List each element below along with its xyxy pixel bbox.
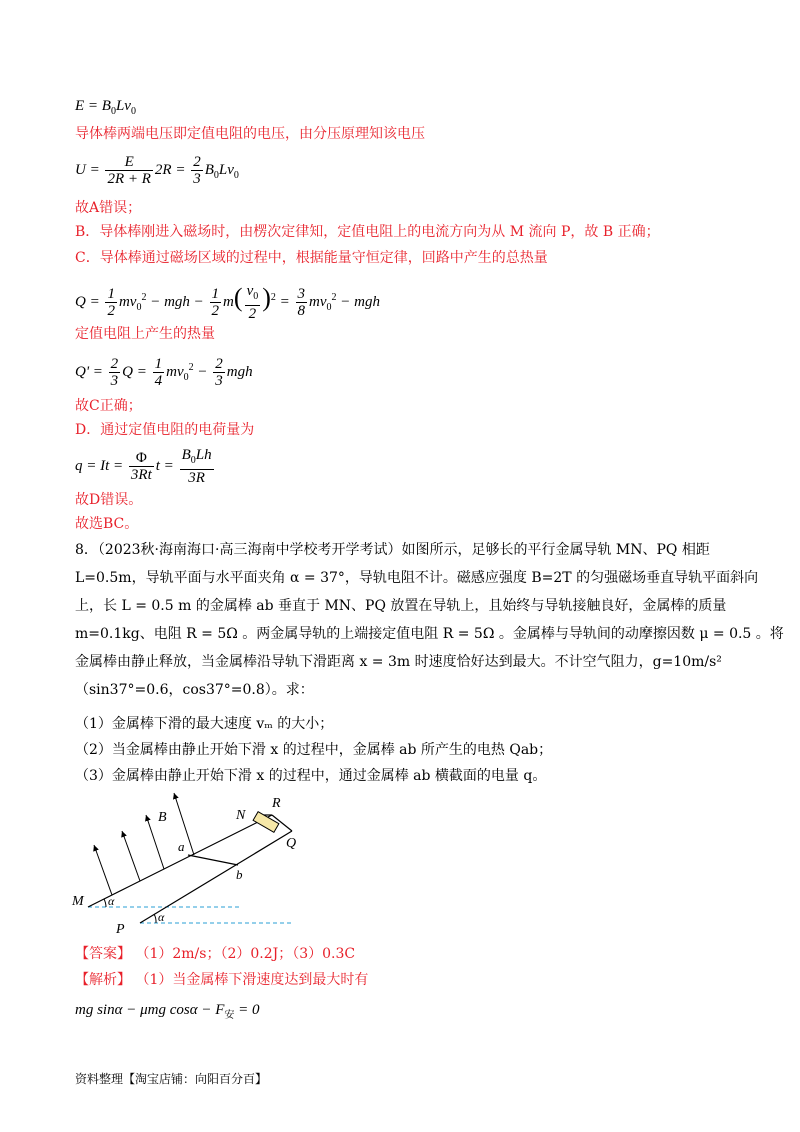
- rail-mn: [88, 815, 272, 907]
- resistor-heat-text: 定值电阻上产生的热量: [75, 326, 215, 342]
- option-d-text: D．通过定值电阻的电荷量为: [75, 422, 255, 438]
- option-a-verdict: 故A错误；: [75, 200, 142, 216]
- label-alpha-p: α: [158, 910, 165, 924]
- question-3: （3）金属棒由静止开始下滑 x 的过程中，通过金属棒 ab 横截面的电量 q。: [75, 768, 547, 784]
- footer-credit: 资料整理【淘宝店铺：向阳百分百】: [75, 1072, 268, 1086]
- equation-force-balance: mg sinα − μmg $\cos\alpha - F_安 = 0$: [75, 1002, 260, 1021]
- label-p: P: [116, 922, 125, 935]
- equation-resistor-heat: Q' = $\frac{2}{3}$ Q = $\frac{1}{4}$ $mv_0^2$ − $\frac{2}{3}$ mgh: [75, 356, 253, 390]
- equation-voltage: U = $\frac{E}{2R + R}$ 2R = $\frac{2}{3}$ $B_0Lv_0$: [75, 154, 239, 188]
- equation-total-heat: Q = $\frac{1}{2}$ $mv_0^2$ − mgh − $\frac{1}{2}$ m( $\frac{v_0}{2}$ )$^2$ = $\frac{3}{8}$ $mv_0^2$ − mgh: [75, 283, 380, 323]
- field-arrow-2: [122, 831, 140, 881]
- label-alpha-m: α: [108, 894, 115, 908]
- option-c-text: C．导体棒通过磁场区域的过程中，根据能量守恒定律，回路中产生的总热量: [75, 250, 548, 266]
- problem-source: （2023秋·海南海口·高三海南中学校考开学考试）: [97, 542, 402, 558]
- analysis-line: [75, 970, 368, 990]
- problem-8-line4: m=0.1kg、电阻 R = 5Ω 。两金属导轨的上端接定值电阻 R = 5Ω 。金属棒与导轨间的动摩擦因数 μ = 0.5 。将: [75, 626, 784, 642]
- field-arrow-1: [94, 845, 112, 895]
- answer-text: （1）2m/s；（2）0.2J；（3）0.3C: [135, 946, 356, 962]
- problem-8-line2: L=0.5m，导轨平面与水平面夹角 α = 37°，导轨电阻不计。磁感应强度 B=2T 的匀强磁场垂直导轨平面斜向: [75, 570, 759, 586]
- rail-diagram: [60, 785, 320, 935]
- option-b-text: B．导体棒刚进入磁场时，由楞次定律知，定值电阻上的电流方向为从 M 流向 P，故 B 正确；: [75, 224, 660, 240]
- analysis-tag: 【解析】: [75, 972, 131, 988]
- label-n: N: [236, 808, 246, 823]
- problem-8-line3: 上，长 L = 0.5 m 的金属棒 ab 垂直于 MN、PQ 放置在导轨上，且始终与导轨接触良好，金属棒的质量: [75, 598, 727, 614]
- label-m: M: [72, 894, 84, 909]
- label-r: R: [272, 796, 281, 811]
- label-b: b: [236, 867, 243, 882]
- equation-charge: q = It = $\frac{\Phi}{3Rt}$ t = $\frac{B_0Lh}{3R}$: [75, 447, 212, 487]
- option-c-verdict: 故C正确；: [75, 398, 142, 414]
- label-q: Q: [286, 836, 297, 851]
- option-d-verdict: 故D错误。: [75, 492, 143, 508]
- angle-arc-m: [104, 899, 106, 907]
- question-2: （2）当金属棒由静止开始下滑 x 的过程中，金属棒 ab 所产生的电热 Qab；: [75, 742, 553, 758]
- answer-tag: 【答案】: [75, 946, 131, 962]
- voltage-explanation: 导体棒两端电压即定值电阻的电压，由分压原理知该电压: [75, 126, 425, 142]
- problem-8-line5: 金属棒由静止释放，当金属棒沿导轨下滑距离 x = 3m 时速度恰好达到最大。不计空气阻力，g=10m/s²: [75, 654, 722, 670]
- angle-arc-p: [154, 914, 156, 923]
- label-b-field: B: [158, 810, 167, 825]
- label-a: a: [178, 839, 185, 854]
- equation-emf: $E = B_0Lv_0$: [75, 98, 136, 117]
- answer-line: [75, 944, 355, 964]
- problem-8-line6: （sin37°=0.6，cos37°=0.8）。求：: [75, 682, 314, 698]
- final-choice: 故选BC。: [75, 516, 139, 532]
- problem-number: 8．: [75, 542, 98, 558]
- question-1: （1）金属棒下滑的最大速度 vₘ 的大小；: [75, 716, 334, 732]
- problem-8-line1: 8．（2023秋·海南海口·高三海南中学校考开学考试）如图所示，足够长的平行金属导轨 MN、PQ 相距: [75, 542, 710, 558]
- analysis-text: （1）当金属棒下滑速度达到最大时有: [135, 972, 369, 988]
- rod-ab: [188, 855, 238, 865]
